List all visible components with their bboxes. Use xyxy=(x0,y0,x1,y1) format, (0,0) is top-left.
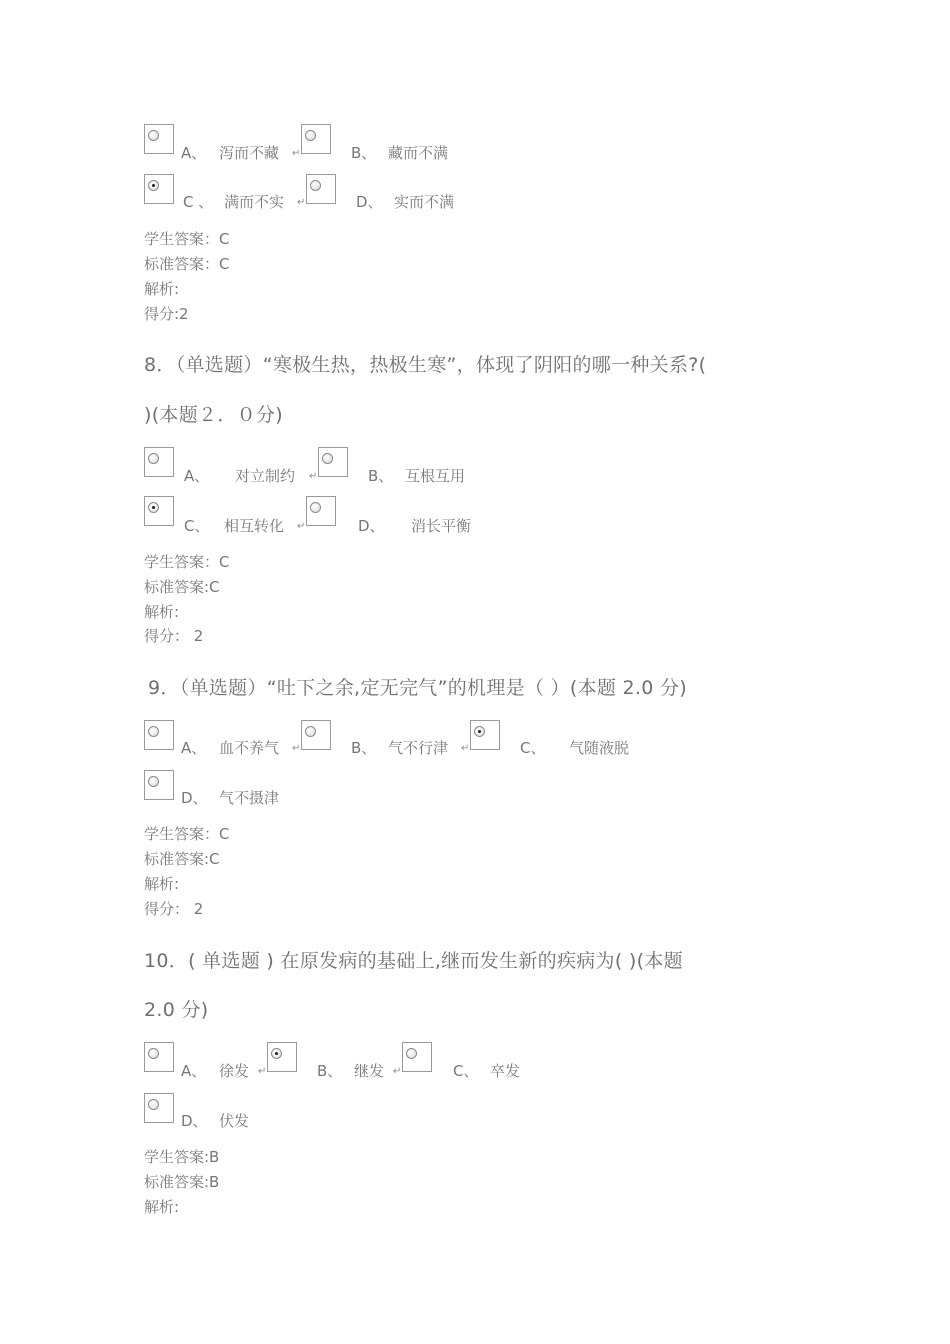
radio-q7-a[interactable] xyxy=(144,124,174,154)
radio-q8-a[interactable] xyxy=(144,447,174,477)
student-answer: 学生答案：C xyxy=(144,825,230,843)
radio-icon xyxy=(148,502,159,513)
option-letter: D、 xyxy=(358,517,385,535)
option-letter: C 、 xyxy=(183,193,214,211)
option-text: 满而不实 xyxy=(224,193,285,211)
radio-icon xyxy=(310,180,321,191)
radio-q8-c[interactable] xyxy=(144,496,174,526)
analysis-label: 解析: xyxy=(144,875,180,893)
radio-icon xyxy=(322,453,333,464)
radio-selected-dot xyxy=(152,506,155,509)
paragraph-mark-icon: ↵ xyxy=(297,521,306,532)
paragraph-mark-icon: ↵ xyxy=(309,471,318,482)
radio-icon xyxy=(148,453,159,464)
question-title: 9．（单选题）“吐下之余,定无完气”的机理是（ ）(本题 2.0 分) xyxy=(148,677,687,699)
option-text: 卒发 xyxy=(490,1062,521,1080)
paragraph-mark-icon: ↵ xyxy=(258,1066,267,1077)
radio-q7-c[interactable] xyxy=(144,174,174,204)
option-letter: D、 xyxy=(356,193,383,211)
radio-selected-dot xyxy=(275,1052,278,1055)
option-letter: C、 xyxy=(184,517,210,535)
option-text: 伏发 xyxy=(219,1112,250,1130)
option-text: 实而不满 xyxy=(394,193,455,211)
option-letter: B、 xyxy=(351,739,377,757)
standard-answer: 标准答案:C xyxy=(144,578,220,596)
radio-q9-c[interactable] xyxy=(470,720,500,750)
radio-icon xyxy=(148,1048,159,1059)
option-letter: A、 xyxy=(181,1062,207,1080)
radio-selected-dot xyxy=(152,184,155,187)
option-letter: A、 xyxy=(184,467,210,485)
radio-q10-d[interactable] xyxy=(144,1093,174,1123)
radio-icon xyxy=(148,130,159,141)
score-label: 得分： 2 xyxy=(144,900,204,918)
student-answer: 学生答案：C xyxy=(144,230,230,248)
option-text: 泻而不藏 xyxy=(219,144,280,162)
score-label: 得分： 2 xyxy=(144,627,204,645)
analysis-label: 解析: xyxy=(144,603,180,621)
option-letter: D、 xyxy=(181,789,208,807)
radio-q9-a[interactable] xyxy=(144,720,174,750)
radio-selected-dot xyxy=(478,730,481,733)
radio-icon xyxy=(310,502,321,513)
option-letter: D、 xyxy=(181,1112,208,1130)
radio-q8-d[interactable] xyxy=(306,496,336,526)
option-text: 徐发 xyxy=(219,1062,250,1080)
score-label: 得分:2 xyxy=(144,305,189,323)
radio-icon xyxy=(148,180,159,191)
paragraph-mark-icon: ↵ xyxy=(393,1066,402,1077)
option-text: 气不行津 xyxy=(388,739,449,757)
radio-q7-b[interactable] xyxy=(301,124,331,154)
question-title-cont: 2.0 分) xyxy=(144,999,209,1021)
paragraph-mark-icon: ↵ xyxy=(292,743,301,754)
radio-q10-b[interactable] xyxy=(267,1042,297,1072)
option-text: 藏而不满 xyxy=(388,144,449,162)
radio-q8-b[interactable] xyxy=(318,447,348,477)
option-text: 互根互用 xyxy=(405,467,466,485)
radio-icon xyxy=(148,726,159,737)
radio-q7-d[interactable] xyxy=(306,174,336,204)
student-answer: 学生答案:B xyxy=(144,1148,220,1166)
paragraph-mark-icon: ↵ xyxy=(297,197,306,208)
option-text: 继发 xyxy=(354,1062,385,1080)
radio-icon xyxy=(305,726,316,737)
option-letter: B、 xyxy=(317,1062,343,1080)
standard-answer: 标准答案:B xyxy=(144,1173,220,1191)
option-text: 消长平衡 xyxy=(411,517,472,535)
paragraph-mark-icon: ↵ xyxy=(461,743,470,754)
option-text: 气随液脱 xyxy=(569,739,630,757)
question-title: 8．（单选题）“寒极生热，热极生寒”，体现了阴阳的哪一种关系?( xyxy=(144,354,707,376)
radio-icon xyxy=(474,726,485,737)
student-answer: 学生答案：C xyxy=(144,553,230,571)
radio-q9-d[interactable] xyxy=(144,770,174,800)
radio-icon xyxy=(148,776,159,787)
standard-answer: 标准答案：C xyxy=(144,255,230,273)
option-letter: B、 xyxy=(368,467,394,485)
analysis-label: 解析: xyxy=(144,1198,180,1216)
option-letter: C、 xyxy=(520,739,546,757)
paragraph-mark-icon: ↵ xyxy=(292,148,301,159)
radio-q10-a[interactable] xyxy=(144,1042,174,1072)
radio-icon xyxy=(148,1099,159,1110)
option-letter: A、 xyxy=(181,739,207,757)
radio-icon xyxy=(305,130,316,141)
radio-q9-b[interactable] xyxy=(301,720,331,750)
radio-icon xyxy=(271,1048,282,1059)
standard-answer: 标准答案:C xyxy=(144,850,220,868)
option-text: 相互转化 xyxy=(224,517,285,535)
option-letter: A、 xyxy=(181,144,207,162)
option-text: 对立制约 xyxy=(235,467,296,485)
option-letter: B、 xyxy=(351,144,377,162)
option-text: 血不养气 xyxy=(219,739,280,757)
radio-q10-c[interactable] xyxy=(402,1042,432,1072)
question-title: 10．( 单选题 ) 在原发病的基础上,继而发生新的疾病为( )(本题 xyxy=(144,950,683,972)
analysis-label: 解析: xyxy=(144,280,180,298)
option-text: 气不摄津 xyxy=(219,789,280,807)
radio-icon xyxy=(406,1048,417,1059)
question-title-cont: )(本题２．０分) xyxy=(144,404,283,426)
option-letter: C、 xyxy=(453,1062,479,1080)
